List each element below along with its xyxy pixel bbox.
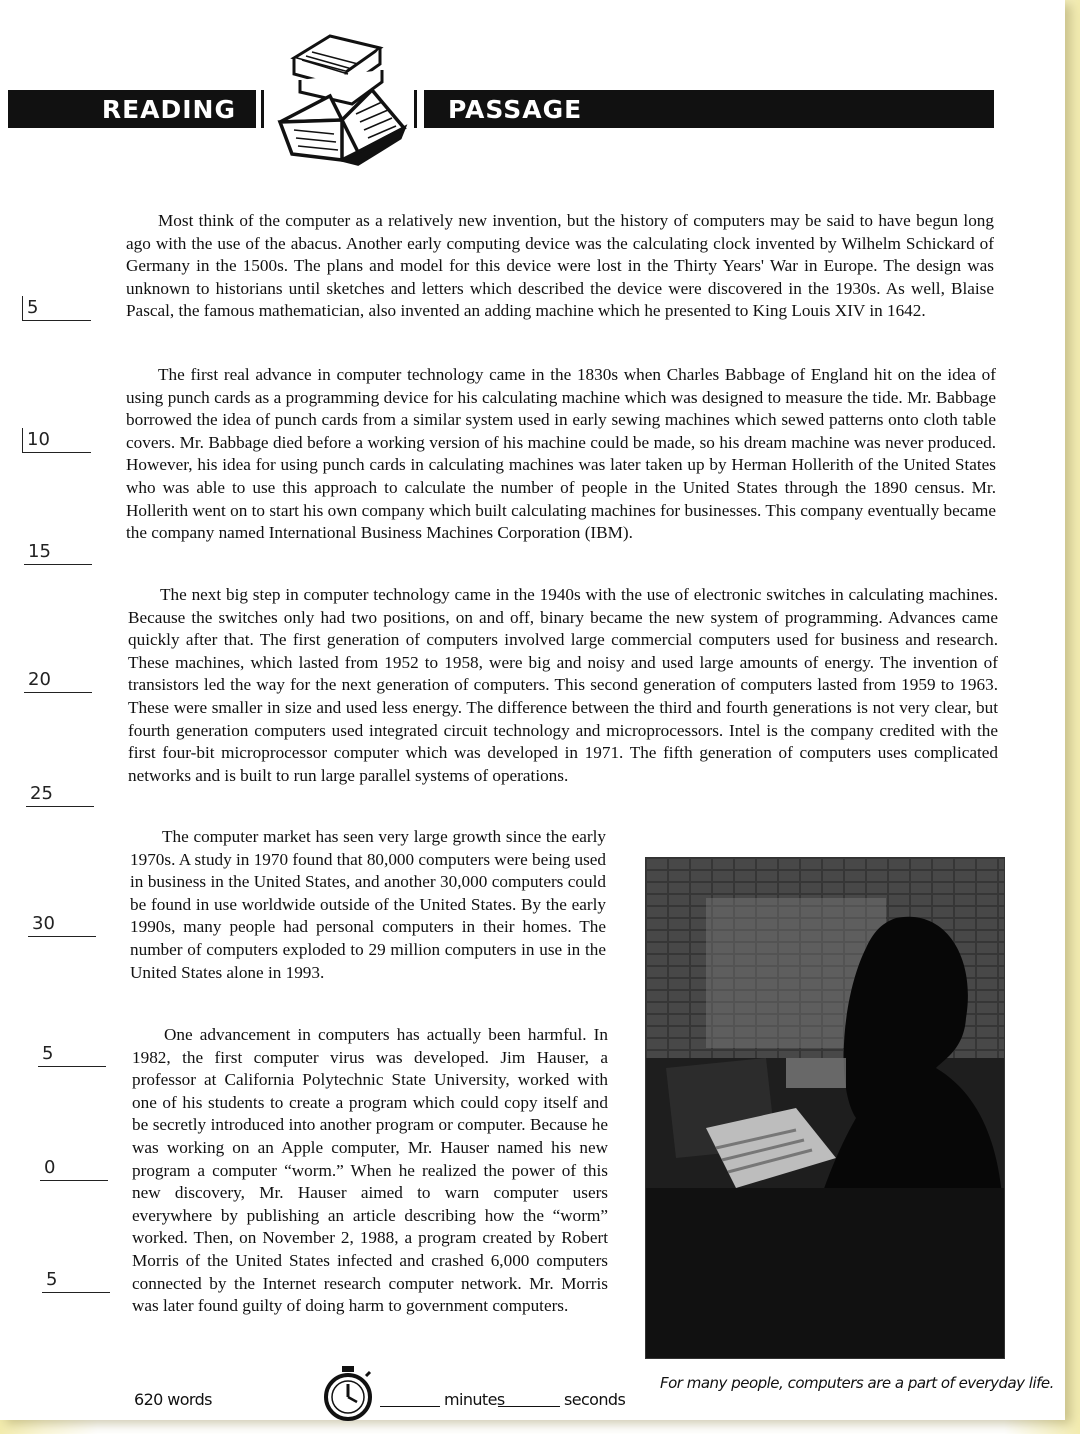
- minutes-blank[interactable]: [380, 1406, 440, 1407]
- line-number-10: 10: [22, 428, 91, 453]
- line-number-20: 20: [24, 668, 92, 693]
- passage-paragraph-1: Most think of the computer as a relatively new invention, but the history of computers may be said to have begun long ago with the use of the abacus. Another early computing device was the calculating clock invented by Wilhelm Schickard of Germany in the 1500s. The plans and model for this device were lost in the Thirty Years' War in Europe. The design was unknown to historians until sketches and letters which described the device were discovered in the 1930s. As well, Blaise Pascal, the famous mathematician, also invented an adding machine which he presented to King Louis XIV in 1642.: [126, 211, 994, 321]
- line-number-30: 30: [28, 912, 96, 937]
- line-number-45: 5: [42, 1268, 110, 1293]
- line-number-15: 15: [24, 540, 92, 565]
- passage-paragraph-3: The next big step in computer technology came in the 1940s with the use of electronic switches in calculating machines. Because the switches only had two positions, on and off, binary became the new system of programming. Advances came quickly after that. The first generation of computers involved large commercial computers used for business and research. These machines, which lasted from 1952 to 1958, were big and noisy and used large amounts of energy. The invention of transistors led the way for the next generation of computers. This second generation of computers lasted from 1959 to 1963. These were smaller in size and used less energy. The difference between the third and fourth generations is not very clear, but fourth generation computers used integrated circuit technology and microprocessors. Intel is the company credited with the first four-bit microprocessor computer which was developed in 1971. The fifth generation of computers uses complicated networks and is built to run large parallel systems of operations.: [128, 585, 998, 785]
- books-icon: [272, 30, 412, 166]
- word-count: 620 words: [134, 1390, 212, 1409]
- line-number-40: 0: [40, 1156, 108, 1181]
- header-passage-label: PASSAGE: [448, 94, 583, 124]
- header-passage-bar: [424, 90, 994, 128]
- photo-caption: For many people, computers are a part of everyday life.: [660, 1374, 1054, 1392]
- passage-paragraph-2: The first real advance in computer technology came in the 1830s when Charles Babbage of England hit on the idea of using punch cards as a programming device for his calculating machine which was designed to measure the tide. Mr. Babbage borrowed the idea of punch cards from a similar system used in early sewing machines which sewed patterns onto cloth table covers. Mr. Babbage died before a working version of his machine could be made, so his dream machine was never produced. However, his idea for using punch cards in calculating machines was later taken up by Herman Hollerith of the United States who was able to use this approach to calculate the number of people in the United States through the 1890 census. Mr. Hollerith went on to start his own company which built calculating machines for businesses. This company eventually became the company named International Business Machines Corporation (IBM).: [126, 365, 996, 543]
- seconds-blank[interactable]: [498, 1406, 560, 1407]
- header-reading-label: READING: [101, 94, 236, 124]
- person-at-computer-photo: [645, 857, 1005, 1359]
- line-number-25: 25: [26, 782, 94, 807]
- line-number-35: 5: [38, 1042, 106, 1067]
- stopwatch-icon: [320, 1364, 376, 1422]
- passage-paragraph-5: One advancement in computers has actually been harmful. In 1982, the first computer virus was developed. Jim Hauser, a professor at California Polytechnic State University, worked with one of his students to create a program which could copy itself and be secretly introduced into another program or computer. Because he was working on an Apple computer, Mr. Hauser named his new program a computer “worm.” When he realized the power of this new discovery, Mr. Hauser aimed to warn computer users everywhere by publishing an article describing how the “worm” worked. Then, on November 2, 1988, a program created by Robert Morris of the United States infected and crashed 6,000 computers connected by the Internet research computer network. Mr. Morris was later found guilty of doing harm to government computers.: [132, 1025, 608, 1316]
- passage-paragraph-4: The computer market has seen very large growth since the early 1970s. A study in 1970 found that 80,000 computers were being used in business in the United States, and another 30,000 computers could be found in use worldwide outside of the United States. By the early 1990s, many people had personal computers in their homes. The number of computers exploded to 29 million computers in use in the United States alone in 1993.: [130, 827, 606, 982]
- header-reading-bar: [8, 90, 256, 128]
- minutes-label: minutes: [444, 1390, 505, 1409]
- seconds-label: seconds: [564, 1390, 626, 1409]
- line-number-5: 5: [22, 296, 91, 321]
